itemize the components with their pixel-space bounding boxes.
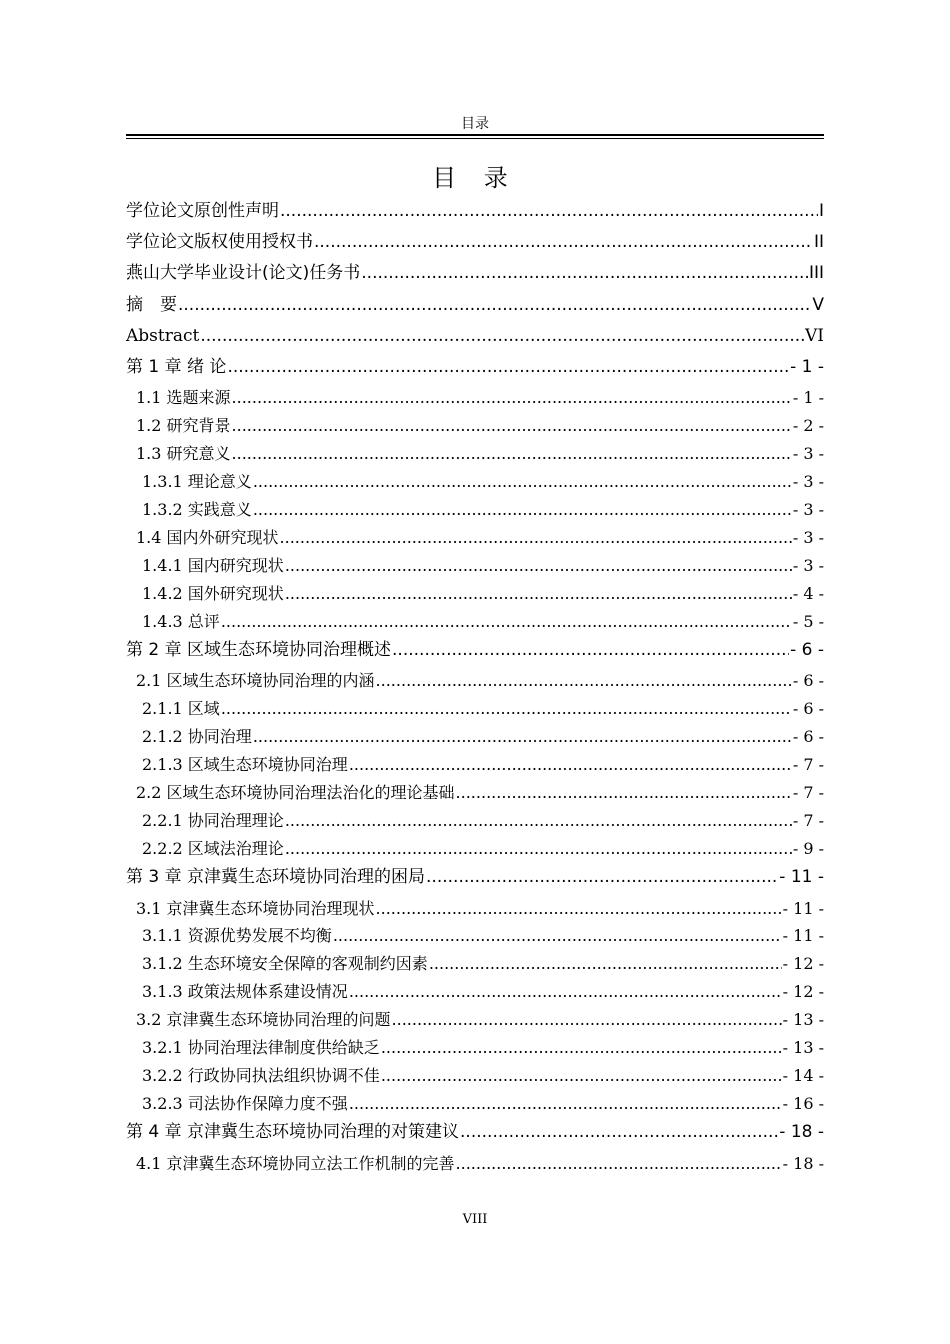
toc-entry-text: 1.4.3 总评 [142,612,220,631]
toc-entry-text: 1.4 国内外研究现状 [136,528,279,547]
toc-entry-text: 1.3.1 理论意义 [142,472,252,491]
toc-entry-page: - 12 - [782,982,824,1001]
toc-entry-1-3-1[interactable] [126,469,824,495]
toc-entry-abstract-en[interactable] [126,323,824,349]
toc-entry-page: - 3 - [792,556,824,575]
toc-entry-1-4[interactable] [126,525,824,551]
toc-entry-page: - 7 - [792,755,824,774]
running-header: 目录 [461,116,489,132]
toc-entry-page: - 2 - [792,416,824,435]
toc-entry-text: 4.1 京津冀生态环境协同立法工作机制的完善 [136,1154,455,1173]
header-rule [126,134,824,139]
toc-entry-2-2-2[interactable] [126,836,824,862]
toc-entry-text: 3.1 京津冀生态环境协同治理现状 [136,899,375,918]
toc-leader [285,808,792,834]
toc-entry-3-1-3[interactable] [126,979,824,1005]
toc-entry-text: 第 4 章 京津冀生态环境协同治理的对策建议 [126,1122,460,1142]
toc-entry-text: 1.2 研究背景 [136,416,231,435]
toc-leader [333,923,782,949]
toc-entry-text: 1.3.2 实践意义 [142,500,252,519]
toc-entry-text: 1.4.2 国外研究现状 [142,584,284,603]
toc-entry-3-1-2[interactable] [126,951,824,977]
toc-entry-text: 第 3 章 京津冀生态环境协同治理的困局 [126,867,426,887]
toc-entry-text: 学位论文原创性声明 [126,201,279,221]
toc-leader [426,864,778,890]
toc-entry-page: - 18 - [779,1122,824,1142]
toc-entry-chapter-3[interactable] [126,864,824,890]
toc-leader [221,696,792,722]
toc-leader [361,260,808,286]
toc-entry-page: VI [805,326,824,346]
toc-entry-chapter-1[interactable] [126,354,824,380]
toc-leader [460,1119,778,1145]
toc-leader [381,1063,782,1089]
toc-entry-page: - 4 - [792,584,824,603]
toc-leader [376,896,782,922]
toc-leader [227,354,789,380]
toc-entry-2-1-3[interactable] [126,752,824,778]
toc-leader [232,385,792,411]
toc-entry-page: - 12 - [782,954,824,973]
toc-entry-page: - 6 - [792,699,824,718]
toc-leader [456,780,792,806]
toc-entry-text: 学位论文版权使用授权书 [126,232,313,252]
toc-entry-page: - 3 - [792,472,824,491]
toc-entry-1-4-2[interactable] [126,581,824,607]
toc-leader [253,724,792,750]
toc-leader [392,1007,782,1033]
toc-entry-text: 2.1.3 区域生态环境协同治理 [142,755,348,774]
toc-leader [253,497,792,523]
toc-entry-task-book[interactable] [126,260,824,286]
toc-leader [285,581,792,607]
toc-entry-text: 第 2 章 区域生态环境协同治理概述 [126,640,392,660]
toc-title: 目 录 [432,164,518,192]
toc-leader [314,229,813,255]
toc-entry-copyright[interactable] [126,229,824,255]
toc-entry-page: - 3 - [792,444,824,463]
toc-leader [456,1151,782,1177]
toc-leader [392,637,789,663]
toc-entry-page: - 1 - [792,388,824,407]
toc-entry-page: - 13 - [782,1038,824,1057]
toc-entry-text: 2.2.2 区域法治理论 [142,839,284,858]
toc-entry-2-2[interactable] [126,780,824,806]
toc-entry-1-3[interactable] [126,441,824,467]
toc-leader [285,836,792,862]
toc-entry-4-1[interactable] [126,1151,824,1177]
toc-entry-text: 3.2.2 行政协同执法组织协调不佳 [142,1066,380,1085]
toc-leader [221,609,792,635]
toc-entry-text: 1.1 选题来源 [136,388,231,407]
toc-entry-2-1[interactable] [126,668,824,694]
toc-entry-3-2-3[interactable] [126,1091,824,1117]
toc-entry-text: 1.4.1 国内研究现状 [142,556,284,575]
toc-entry-3-1-1[interactable] [126,923,824,949]
toc-entry-page: V [812,295,824,315]
toc-entry-text: 2.1.2 协同治理 [142,727,252,746]
toc-entry-text: 3.2.3 司法协作保障力度不强 [142,1094,348,1113]
toc-leader [280,525,792,551]
toc-entry-page: - 7 - [792,811,824,830]
toc-entry-2-2-1[interactable] [126,808,824,834]
toc-entry-page: - 3 - [792,500,824,519]
toc-entry-text: 3.1.2 生态环境安全保障的客观制约因素 [142,954,428,973]
toc-entry-text: 3.2.1 协同治理法律制度供给缺乏 [142,1038,380,1057]
toc-entry-1-1[interactable] [126,385,824,411]
toc-entry-1-2[interactable] [126,413,824,439]
toc-leader [232,413,792,439]
toc-entry-text: 2.1.1 区域 [142,699,220,718]
toc-entry-chapter-4[interactable] [126,1119,824,1145]
toc-leader [429,951,782,977]
toc-leader [349,1091,782,1117]
toc-entry-page: - 11 - [782,899,824,918]
toc-leader [349,752,792,778]
toc-entry-page: - 9 - [792,839,824,858]
toc-entry-text: Abstract [126,326,200,346]
toc-entry-1-4-1[interactable] [126,553,824,579]
toc-entry-text: 2.2.1 协同治理理论 [142,811,284,830]
toc-entry-text: 3.2 京津冀生态环境协同治理的问题 [136,1010,391,1029]
toc-entry-page: - 16 - [782,1094,824,1113]
toc-leader [376,668,792,694]
toc-entry-text: 2.1 区域生态环境协同治理的内涵 [136,671,375,690]
toc-entry-originality[interactable] [126,198,824,224]
toc-leader [232,441,792,467]
toc-entry-3-2-2[interactable] [126,1063,824,1089]
toc-leader [200,323,804,349]
toc-entry-2-1-1[interactable] [126,696,824,722]
toc-leader [280,198,818,224]
toc-entry-text: 3.1.1 资源优势发展不均衡 [142,926,332,945]
toc-entry-page: - 7 - [792,783,824,802]
page-number: VIII [462,1212,488,1227]
toc-leader [178,292,811,318]
toc-entry-1-3-2[interactable] [126,497,824,523]
toc-entry-page: III [808,263,824,283]
toc-entry-chapter-2[interactable] [126,637,824,663]
toc-entry-text: 3.1.3 政策法规体系建设情况 [142,982,348,1001]
toc-entry-page: - 13 - [782,1010,824,1029]
toc-leader [285,553,792,579]
toc-entry-abstract-cn[interactable] [126,292,824,318]
toc-entry-page: - 5 - [792,612,824,631]
toc-entry-page: - 6 - [792,671,824,690]
toc-entry-1-4-3[interactable] [126,609,824,635]
toc-entry-page: I [818,201,824,221]
toc-leader [381,1035,782,1061]
toc-entry-page: - 6 - [790,640,824,660]
toc-entry-text: 1.3 研究意义 [136,444,231,463]
toc-leader [253,469,792,495]
toc-entry-3-1[interactable] [126,896,824,922]
toc-entry-text: 第 1 章 绪 论 [126,357,227,377]
toc-entry-page: - 3 - [792,528,824,547]
toc-entry-text: 燕山大学毕业设计(论文)任务书 [126,263,361,283]
toc-entry-2-1-2[interactable] [126,724,824,750]
toc-entry-3-2-1[interactable] [126,1035,824,1061]
toc-entry-text: 摘 要 [126,295,177,315]
toc-entry-page: - 11 - [779,867,824,887]
toc-entry-page: - 6 - [792,727,824,746]
toc-entry-page: - 14 - [782,1066,824,1085]
toc-entry-3-2[interactable] [126,1007,824,1033]
toc-entry-page: II [813,232,824,252]
toc-entry-text: 2.2 区域生态环境协同治理法治化的理论基础 [136,783,455,802]
toc-leader [349,979,782,1005]
toc-entry-page: - 11 - [782,926,824,945]
toc-entry-page: - 18 - [782,1154,824,1173]
toc-entry-page: - 1 - [790,357,824,377]
